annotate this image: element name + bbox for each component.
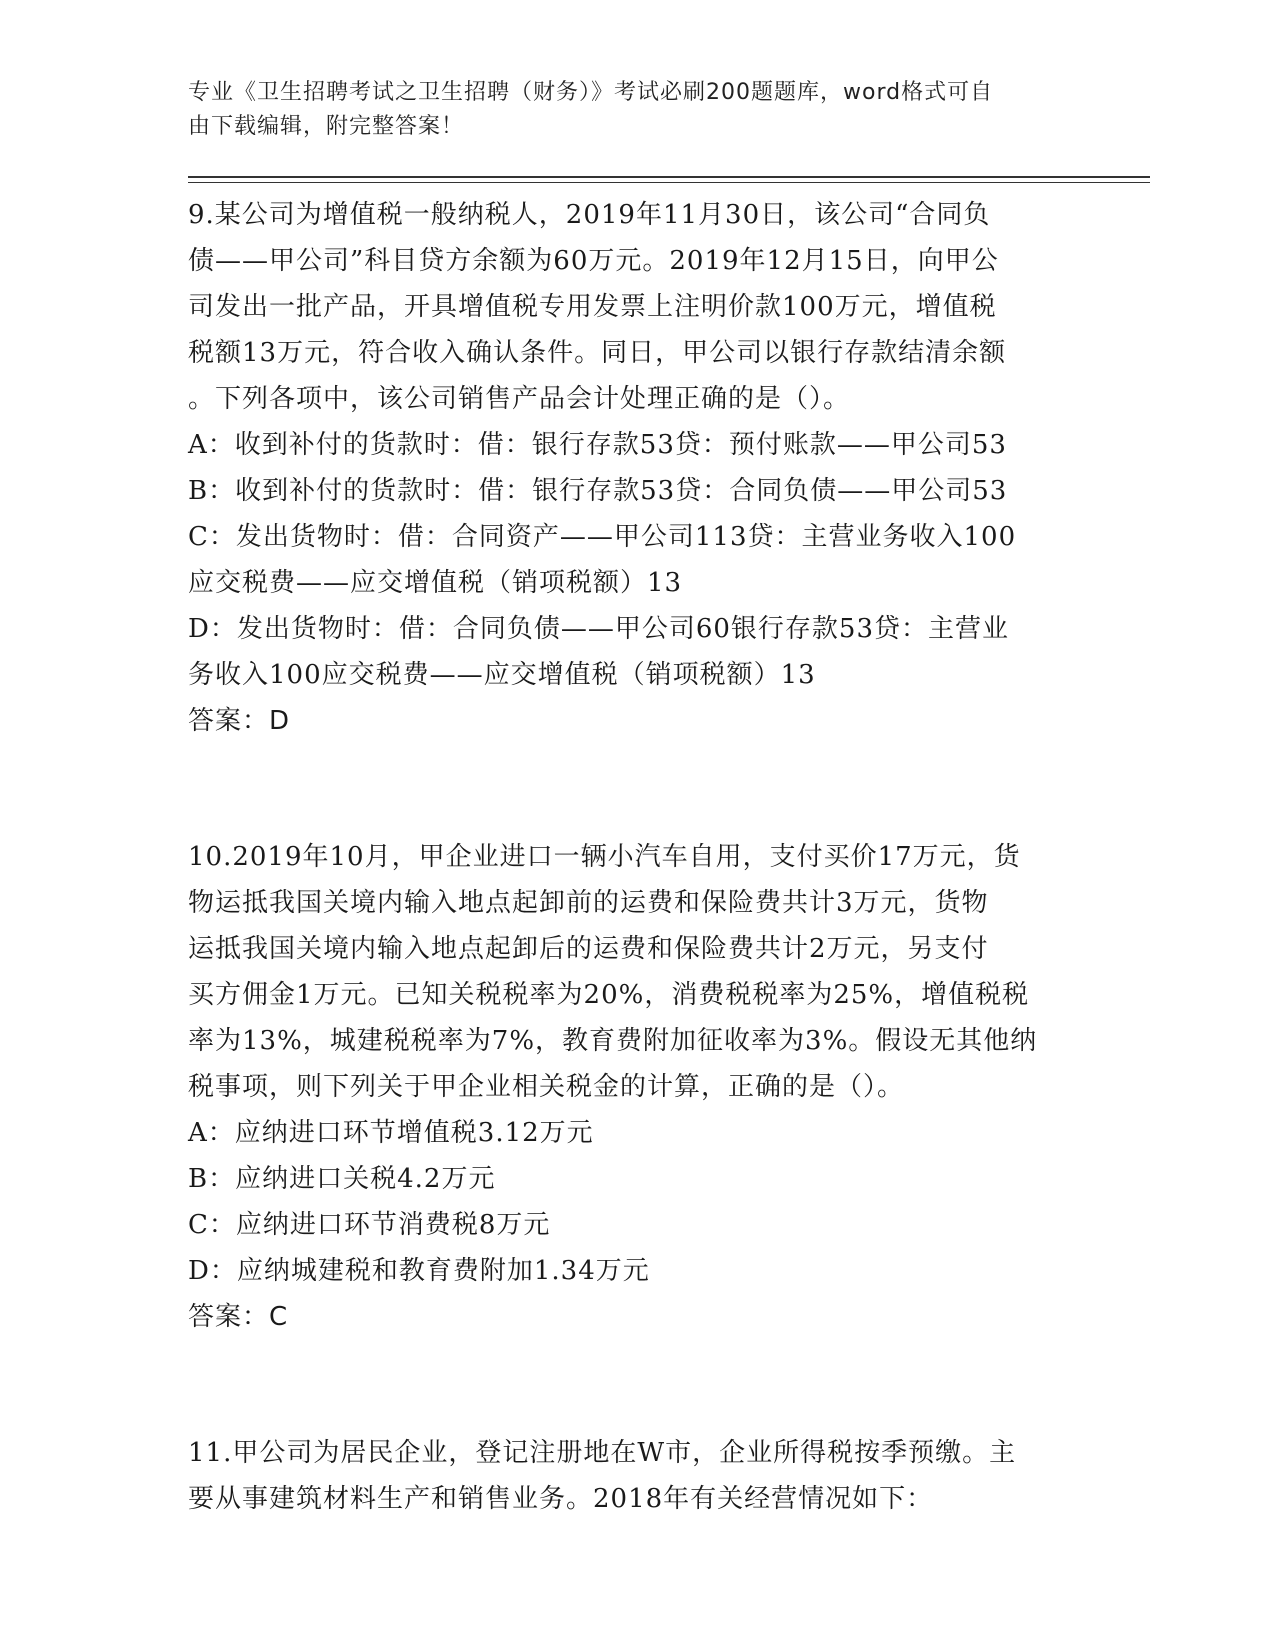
option-b: B：应纳进口关税4.2万元 <box>188 1164 496 1194</box>
spacer <box>188 1340 1068 1430</box>
option-d: D：应纳城建税和教育费附加1.34万元 <box>188 1256 650 1286</box>
option-a: A：收到补付的货款时：借：银行存款53贷：预付账款——甲公司53 <box>188 430 1007 460</box>
question-list <box>188 192 1068 1522</box>
question-9 <box>188 192 1068 744</box>
document-header <box>188 76 1068 144</box>
question-text: 物运抵我国关境内输入地点起卸前的运费和保险费共计3万元，货物 <box>188 888 989 918</box>
question-text: 。下列各项中，该公司销售产品会计处理正确的是（）。 <box>188 384 851 414</box>
question-text: 司发出一批产品，开具增值税专用发票上注明价款100万元，增值税 <box>188 292 997 322</box>
header-line: 专业《卫生招聘考试之卫生招聘（财务）》考试必刷200题题库，word格式可自 <box>188 80 994 105</box>
question-11 <box>188 1430 1068 1522</box>
option-d: D：发出货物时：借：合同负债——甲公司60银行存款53贷：主营业 <box>188 614 1010 644</box>
question-text: 率为13%，城建税税率为7%，教育费附加征收率为3%。假设无其他纳 <box>188 1026 1038 1056</box>
option-c: 应交税费——应交增值税（销项税额）13 <box>188 568 683 598</box>
answer-label: 答案：D <box>188 706 291 736</box>
option-a: A：应纳进口环节增值税3.12万元 <box>188 1118 594 1148</box>
option-c: C：发出货物时：借：合同资产——甲公司113贷：主营业务收入100 <box>188 522 1017 552</box>
header-line: 由下载编辑，附完整答案！ <box>188 114 465 139</box>
question-text: 债——甲公司”科目贷方余额为60万元。2019年12月15日，向甲公 <box>188 246 999 276</box>
question-10 <box>188 834 1068 1340</box>
option-d: 务收入100应交税费——应交增值税（销项税额）13 <box>188 660 816 690</box>
spacer <box>188 744 1068 834</box>
question-text: 10.2019年10月，甲企业进口一辆小汽车自用，支付买价17万元，货 <box>188 842 1021 872</box>
answer-label: 答案：C <box>188 1302 289 1332</box>
header-divider <box>188 176 1150 178</box>
option-b: B：收到补付的货款时：借：银行存款53贷：合同负债——甲公司53 <box>188 476 1008 506</box>
question-text: 买方佣金1万元。已知关税税率为20%，消费税税率为25%，增值税税 <box>188 980 1030 1010</box>
question-text: 要从事建筑材料生产和销售业务。2018年有关经营情况如下： <box>188 1484 934 1514</box>
question-text: 9.某公司为增值税一般纳税人，2019年11月30日，该公司“合同负 <box>188 200 991 230</box>
question-text: 税额13万元，符合收入确认条件。同日，甲公司以银行存款结清余额 <box>188 338 1007 368</box>
option-c: C：应纳进口环节消费税8万元 <box>188 1210 551 1240</box>
question-text: 运抵我国关境内输入地点起卸后的运费和保险费共计2万元，另支付 <box>188 934 989 964</box>
question-text: 税事项，则下列关于甲企业相关税金的计算，正确的是（）。 <box>188 1072 905 1102</box>
header-divider-thin <box>188 182 1150 183</box>
question-text: 11.甲公司为居民企业，登记注册地在W市，企业所得税按季预缴。主 <box>188 1438 1017 1468</box>
